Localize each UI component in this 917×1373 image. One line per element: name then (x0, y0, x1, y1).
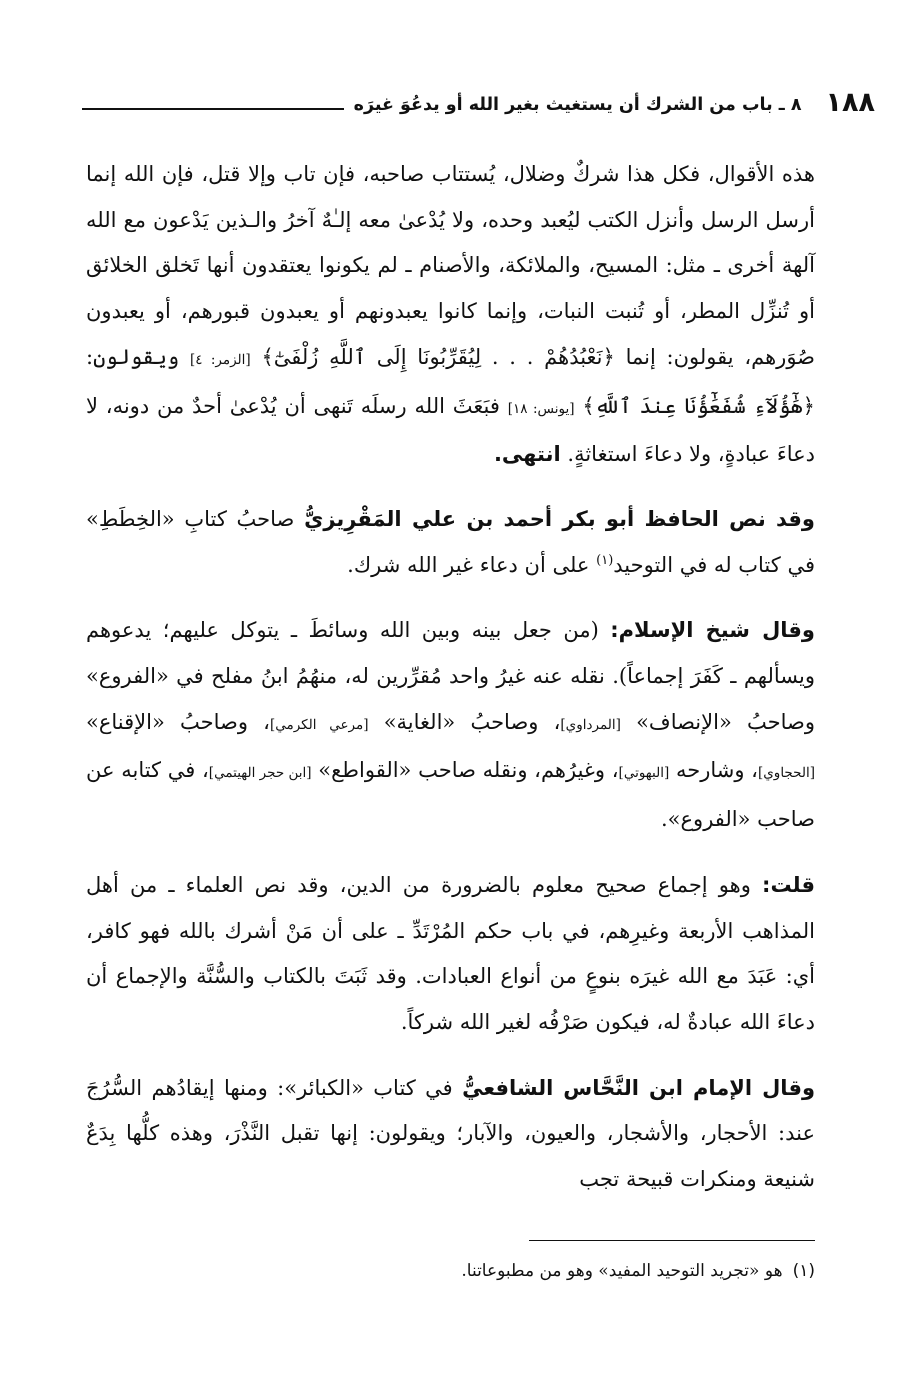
paragraph-3-text-2: ، وصاحبُ «الغاية» (383, 709, 561, 734)
footnote-rule (529, 1240, 815, 1241)
body-text (86, 152, 815, 1223)
paragraph-3-lead: وقال شيخ الإسلام: (610, 618, 815, 643)
paragraph-4-lead: قلت: (762, 872, 815, 897)
paragraph-2-text-b: على أن دعاء غير الله شرك. (347, 552, 590, 577)
paragraph-2-lead: وقد نص الحافظ أبو بكر أحمد بن علي المَقْرِيزيُّ (304, 506, 815, 531)
surah-reference-2: [يونس: ١٨] (507, 400, 575, 417)
reference-hajjawi: [الحجاوي] (757, 765, 815, 782)
paragraph-3-text: (من جعل بينه وبين الله وسائطَ ـ يتوكل عليهم؛ يدعوهم ويسألهم ـ كَفَرَ إجماعاً). نقله عنه غيرُ واحد مُقرِّرين له، منهُمُ ابنُ مفلح في «الفروع» وصاحبُ «الإنصاف» (86, 618, 815, 734)
reference-mardawi: [المرداوي] (560, 716, 621, 733)
paragraph-2-text-a: صاحبُ كتابِ «الخِطَطِ» في كتاب له في التوحيد (86, 506, 815, 577)
paragraph-3-text-3: ، وصاحبُ «الإقناع» (86, 709, 270, 734)
paragraph-3-text-6: ، في كتابه عن صاحب «الفروع». (86, 758, 815, 832)
surah-reference-1: [الزمر: ٤] (189, 351, 251, 368)
paragraph-3-text-5: ، وغيرُهم، ونقله صاحب «القواطع» (318, 758, 619, 783)
paragraph-1 (86, 152, 815, 478)
paragraph-4-text: وهو إجماع صحيح معلوم بالضرورة من الدين، وقد نص العلماء ـ من أهل المذاهب الأربعة وغيرِهم، في باب حكم المُرْتَدِّ ـ على أن مَنْ أشرك بالله فهو كافر، أي: عَبَدَ مع الله غيرَه بنوعٍ من أنواع العبادات. وقد ثَبَتَ بالكتاب والسُّنَّة والإجماع أن دعاءَ الله عبادةٌ له، فيكون صَرْفُه لغير الله شركاً. (86, 872, 815, 1034)
paragraph-1-end: فبَعَثَ الله رسلَه تَنهى أن يُدْعىٰ أحدٌ من دونه، لا دعاءَ عبادةٍ، ولا دعاءَ استغاثةٍ. (86, 393, 815, 467)
paragraph-4 (86, 863, 815, 1046)
reference-haytami: [ابن حجر الهيتمي] (208, 765, 312, 782)
footnote-marker[interactable]: (١) (596, 552, 614, 568)
paragraph-5 (86, 1066, 815, 1203)
page-header (82, 78, 875, 118)
running-title: ٨ ـ باب من الشرك أن يستغيث بغير الله أو يدعُوَ غيرَه (353, 95, 802, 115)
paragraph-2 (86, 497, 815, 588)
quran-quote-1: ﴿نَعْبُدُهُمْ . . . لِيُقَرِّبُونَا إِلَى ٱللَّهِ زُلْفَىٰٓ﴾ (261, 344, 615, 369)
paragraph-3 (86, 608, 815, 843)
paragraph-5-text: في كتاب «الكبائر»: ومنها إيقادُهم السُّرُجَ عند: الأحجار، والأشجار، والعيون، والآبار؛ ويقولون: إنها تقبل النَّذْرَ، وهذه كلُّها بِدَعٌ شنيعة ومنكرات قبيحة تجب (86, 1075, 815, 1192)
footnote (86, 1258, 815, 1284)
footnote-text: هو «تجريد التوحيد المفيد» وهو من مطبوعاتنا. (461, 1261, 783, 1281)
header-rule (82, 108, 344, 110)
paragraph-1-mid: ويقولون: (86, 344, 180, 369)
page-number: ١٨٨ (825, 87, 875, 118)
intaha-marker: انتهى. (493, 442, 561, 467)
quran-quote-2: ﴿هَٰٓؤُلَآءِ شُفَعَٰٓؤُنَا عِندَ ٱللَّهِ﴾ (582, 393, 815, 418)
paragraph-1-text: هذه الأقوال، فكل هذا شركٌ وضلال، يُستتاب صاحبه، فإن تاب وإلا قتل، فإن الله إنما أرسل الرسل وأنزل الكتب ليُعبد وحده، ولا يُدْعىٰ معه إلـٰهٌ آخرُ والـذين يَدْعون مع الله آلهة أخرى ـ مثل: المسيح، والملائكة، والأصنام ـ لم يكونوا يعتقدون أنها تَخلق الخلائق أو تُنزِّل المطر، أو تُنبت النبات، وإنما كانوا يعبدونهم أو يعبدون قبورهم، أو يعبدون صُوَرهم، يقولون: إنما (86, 162, 815, 369)
footnote-number: (١) (792, 1261, 815, 1281)
paragraph-3-text-4: ، وشارحه (675, 758, 758, 783)
paragraph-5-lead: وقال الإمام ابن النَّحَّاس الشافعيُّ (462, 1075, 816, 1100)
reference-buhuti: [البهوتي] (618, 765, 670, 782)
reference-karmi: [مرعي الكرمي] (269, 716, 369, 733)
